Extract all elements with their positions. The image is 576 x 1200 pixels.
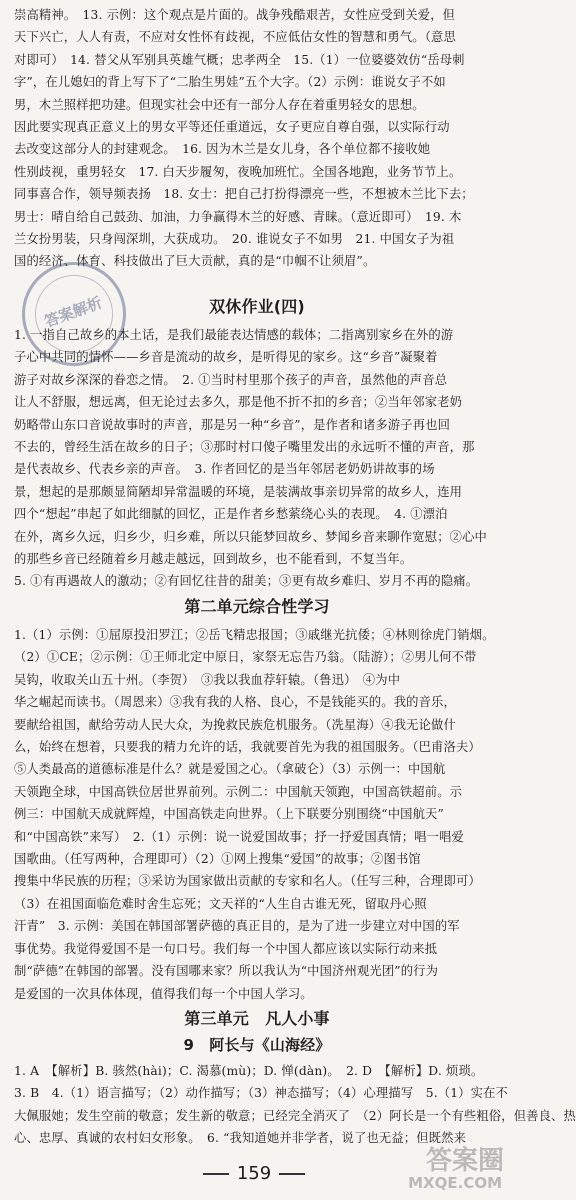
text-line: 和“中国高铁”来写） 2.（1）示例：说一说爱国故事；抒一抒爱国真情；唱一唱爱 [14,829,464,844]
text-line: 字”，在儿媳妇的背上写下了“二胎生男娃”五个大字。（2）示例：谁说女子不如 [14,75,446,90]
footer-dash-right [279,1173,305,1175]
text-line: 华之崛起而读书。（周恩来）③我有我的人格、良心，不是钱能买的。我的音乐， [14,695,456,710]
text-line: 大佩服她；发生空前的敬意；发生新的敬意；已经完全消灭了 （2）阿长是一个有些粗俗，但善良、热 [14,1108,576,1123]
text-line: 四个“想起”串起了如此细腻的回忆，正是作者乡愁萦绕心头的表现。 4. ①漂泊 [14,507,448,522]
text-line: 性别歧视，重男轻女 17. 白天步履匆，夜晚加班忙。全国各地跑，业务节节上。 [14,164,462,179]
lesson-heading: 9 阿长与《山海经》 [183,1036,331,1054]
text-line: 男，木兰照样把功建。但现实社会中还有一部分人存在着重男轻女的思想。 [14,97,425,112]
text-line: 要献给祖国，献给劳动人民大众，为挽救民族危机服务。（冼星海）④我无论做什 [14,717,456,732]
text-line: 1. A 【解析】B. 骇然(hài)；C. 渴慕(mù)；D. 惮(dàn)。 2. D 【解析】D. 烦琐。 [14,1064,484,1078]
text-line: 不去的，曾经生活在故乡的日子；③那时村口傻子嘴里发出的永远听不懂的声音，那 [14,440,475,455]
text-line: 游子对故乡深深的眷恋之情。 2. ①当时村里那个孩子的声音，虽然他的声音总 [14,372,448,387]
text-line: 男士：晴自给自己鼓劲、加油，力争赢得木兰的好感、青睐。（意近即可） 19. 木 [14,209,462,224]
text-line: 天下兴亡，人人有责，不应对女性怀有歧视，不应低估女性的智慧和勇气。（意思 [14,30,456,45]
answer-block-weekend-homework [14,324,500,593]
text-line: 子心中共同的情怀——乡音是流动的故乡，是听得见的家乡。这“乡音”凝聚着 [14,350,438,365]
text-line: 天领跑全球，中国高铁位居世界前列。示例二：中国航天领跑，中国高铁超前。示 [14,784,463,799]
footer-dash-left [203,1173,229,1175]
section-heading-unit3: 第三单元 凡人小事 [184,1009,330,1028]
text-line: 1. 一指自己故乡的本土话，是我们最能表达情感的载体；二指离别家乡在外的游 [14,328,454,342]
text-line: 1.（1）示例：①屈原投汨罗江；②岳飞精忠报国；③戚继光抗倭；④林则徐虎门销烟。 [14,628,495,642]
site-watermark [374,1140,504,1196]
text-line: 景，想起的是那颇显简陋却异常温暖的环境，是装满故事亲切异常的故乡人，连用 [14,484,463,499]
text-line: 事优势。我觉得爱国不是一句口号。我们每一个中国人都应该以实际行动来抵 [14,941,438,956]
text-line: 吴钩，收取关山五十州。（李贺） ③我以我血荐轩辕。（鲁迅） ④为中 [14,672,401,687]
text-line: （3）在祖国面临危难时舍生忘死；文天祥的“人生自古谁无死，留取丹心照 [14,896,427,911]
text-line: 国的经济、体育、科技做出了巨大贡献，真的是“巾帼不让须眉”。 [14,254,376,269]
text-line: 是爱国的一次具体体现，值得我们每一个中国人学习。 [14,986,313,1001]
text-line: 崇高精神。 13. 示例：这个观点是片面的。战争残酷艰苦，女性应受到关爱，但 [14,8,456,22]
text-line: 兰女扮男装，只身闯深圳，大获成功。 20. 谁说女子不如男 21. 中国女子为祖 [14,232,455,247]
text-line: 的那些乡音已经随着乡月越走越远，回到故乡，也不能看到，不复当年。 [14,552,413,567]
page-number: 159 [236,1163,272,1184]
text-line: ⑤人类最高的道德标准是什么？就是爱国之心。（拿破仑）（3）示例一：中国航 [14,762,446,777]
text-line: 例三：中国航天成就辉煌，中国高铁走向世界。（上下联要分别围绕“中国航天” [14,807,444,822]
answer-block-unit2 [14,4,500,273]
section-heading-weekend-homework: 双休作业(四) [209,297,305,316]
text-line: （2）①CE；②示例：①王师北定中原日，家祭无忘告乃翁。（陆游）；②男儿何不带 [14,650,477,665]
text-line: 同事喜合作，领导频表扬 18. 女士：把自己打扮得漂亮一些，不想被木兰比下去； [14,187,474,202]
text-line: 国歌曲。（任写两种，合理即可）（2）①网上搜集“爱国”的故事；②图书馆 [14,852,421,867]
text-line: 对即可） 14. 替父从军别具英雄气概；忠孝两全 15.（1）一位婆婆效仿“岳母刺 [14,52,465,67]
text-line: 在外，离乡久远，归乡少，归乡难，所以只能梦回故乡、梦闻乡音来聊作宽慰；②心中 [14,529,487,544]
watermark-logo-text: 答案圈 [425,1146,504,1176]
text-line: 心、忠厚、真诚的农村妇女形象。 6. “我知道她并非学者，说了也无益；但既然来 [14,1131,467,1146]
watermark-url: MXQE.COM [408,1174,502,1192]
text-line: 让人不舒服，想远离，但无论过去多久，那是他不折不扣的乡音；②当年邻家老奶 [14,395,463,410]
stamp-label: 答案解析 [42,293,105,331]
text-line: 是代表故乡、代表乡亲的声音。 3. 作者回忆的是当年邻居老奶奶讲故事的场 [14,462,435,477]
text-line: 因此要实现真正意义上的男女平等还任重道远，女子更应自尊自强，以实际行动 [14,120,450,135]
text-line: 搜集中华民族的历程；③采访为国家做出贡献的专家和名人。（任写三种，合理即可） [14,874,481,889]
text-line: 制“萨德”在韩国的部署。没有国哪来家？所以我认为“中国济州观光团”的行为 [14,964,439,979]
text-line: 5. ①有再遇故人的激动；②有回忆往昔的甜美；③更有故乡难归、岁月不再的隐痛。 [14,574,479,589]
text-line: 么，始终在想着，只要我的精力允许的话，我就要首先为我的祖国服务。（巴甫洛夫） [14,740,481,755]
answer-block-unit2-comprehensive [14,624,500,1005]
text-line: 去改变这部分人的封建观念。 16. 因为木兰是女儿身，各个单位都不接收她 [14,142,431,157]
answer-block-lesson9 [14,1060,576,1150]
text-line: 3. B 4.（1）语言描写；（2）动作描写；（3）神态描写；（4）心理描写 5.（1）实在不 [14,1086,508,1101]
text-line: 奶略带山东口音说故事时的声音，那是另一种“乡音”，是作者和诸多游子再也回 [14,417,451,432]
text-line: 汗青” 3. 示例：美国在韩国部署萨德的真正目的，是为了进一步建立对中国的军 [14,919,460,934]
section-heading-unit2-comprehensive: 第二单元综合性学习 [184,597,330,616]
